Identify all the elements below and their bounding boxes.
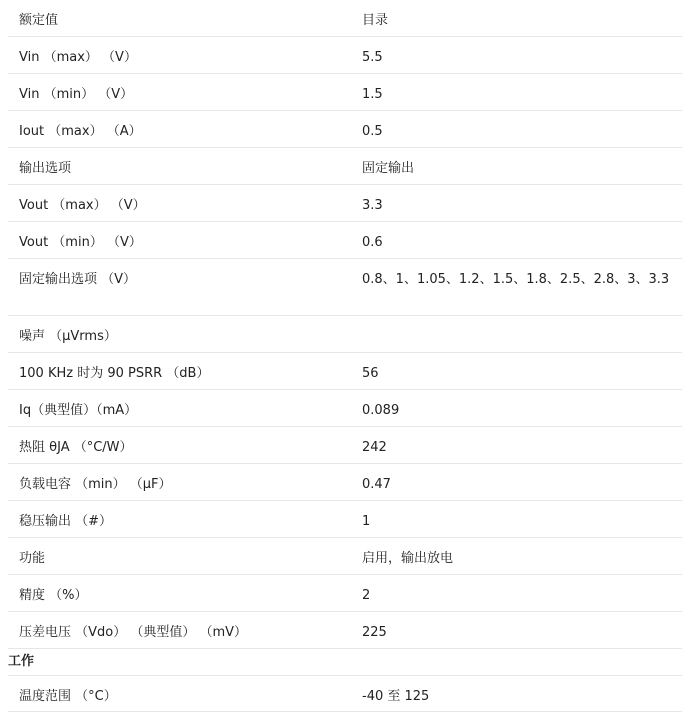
row-label: 输出选项 — [19, 161, 72, 176]
row-value: 0.47 — [362, 477, 391, 492]
row-value: 0.6 — [362, 235, 383, 250]
row-label: 噪声 （μVrms） — [19, 329, 117, 344]
table-row — [8, 74, 682, 111]
table-row — [8, 675, 682, 712]
row-value: 1.5 — [362, 87, 383, 102]
table-row — [8, 111, 682, 148]
row-value: 2 — [362, 588, 371, 603]
row-label: Vout （min） （V） — [19, 235, 142, 250]
row-value: 0.8、1、1.05、1.2、1.5、1.8、2.5、2.8、3、3.3 — [362, 272, 670, 287]
row-value: 0.089 — [362, 403, 400, 418]
section-heading: 工作 — [8, 654, 35, 669]
row-label: Vin （min） （V） — [19, 87, 134, 102]
table-row — [8, 185, 682, 222]
row-label: Vin （max） （V） — [19, 50, 137, 65]
table-row — [8, 148, 682, 185]
row-label: 功能 — [19, 551, 46, 566]
table-row — [8, 316, 682, 353]
row-value: 目录 — [362, 13, 389, 28]
row-value: 242 — [362, 440, 387, 455]
row-value: 3.3 — [362, 198, 383, 213]
table-row — [8, 222, 682, 259]
table-row — [8, 259, 682, 316]
row-value: 5.5 — [362, 50, 383, 65]
row-label: 精度 （%） — [19, 588, 88, 603]
row-value: 225 — [362, 625, 387, 640]
table-row — [8, 575, 682, 612]
row-value: -40 至 125 — [362, 689, 430, 704]
row-label: 100 KHz 时为 90 PSRR （dB） — [19, 366, 210, 381]
row-label: Vout （max） （V） — [19, 198, 146, 213]
row-label: 额定值 — [19, 13, 59, 28]
table-row — [8, 37, 682, 74]
table-row — [8, 353, 682, 390]
row-label: 温度范围 （°C） — [19, 689, 117, 704]
row-value: 0.5 — [362, 124, 383, 139]
row-label: 热阻 θJA （°C/W） — [19, 440, 133, 455]
row-label: 固定输出选项 （V） — [19, 272, 137, 287]
row-value: 固定输出 — [362, 161, 415, 176]
row-value: 启用，输出放电 — [362, 551, 454, 566]
row-label: Iq（典型值）（mA） — [19, 403, 138, 418]
spec-table — [8, 0, 682, 712]
table-row — [8, 501, 682, 538]
table-row — [8, 390, 682, 427]
table-row — [8, 464, 682, 501]
table-row — [8, 538, 682, 575]
table-row — [8, 0, 682, 37]
row-label: Iout （max） （A） — [19, 124, 142, 139]
row-label: 负载电容 （min） （μF） — [19, 477, 172, 492]
row-value: 56 — [362, 366, 379, 381]
row-label: 压差电压 （Vdo） （典型值） （mV） — [19, 625, 248, 640]
row-label: 稳压输出 （#） — [19, 514, 113, 529]
table-row — [8, 427, 682, 464]
table-row — [8, 612, 682, 649]
row-value: 1 — [362, 514, 371, 529]
